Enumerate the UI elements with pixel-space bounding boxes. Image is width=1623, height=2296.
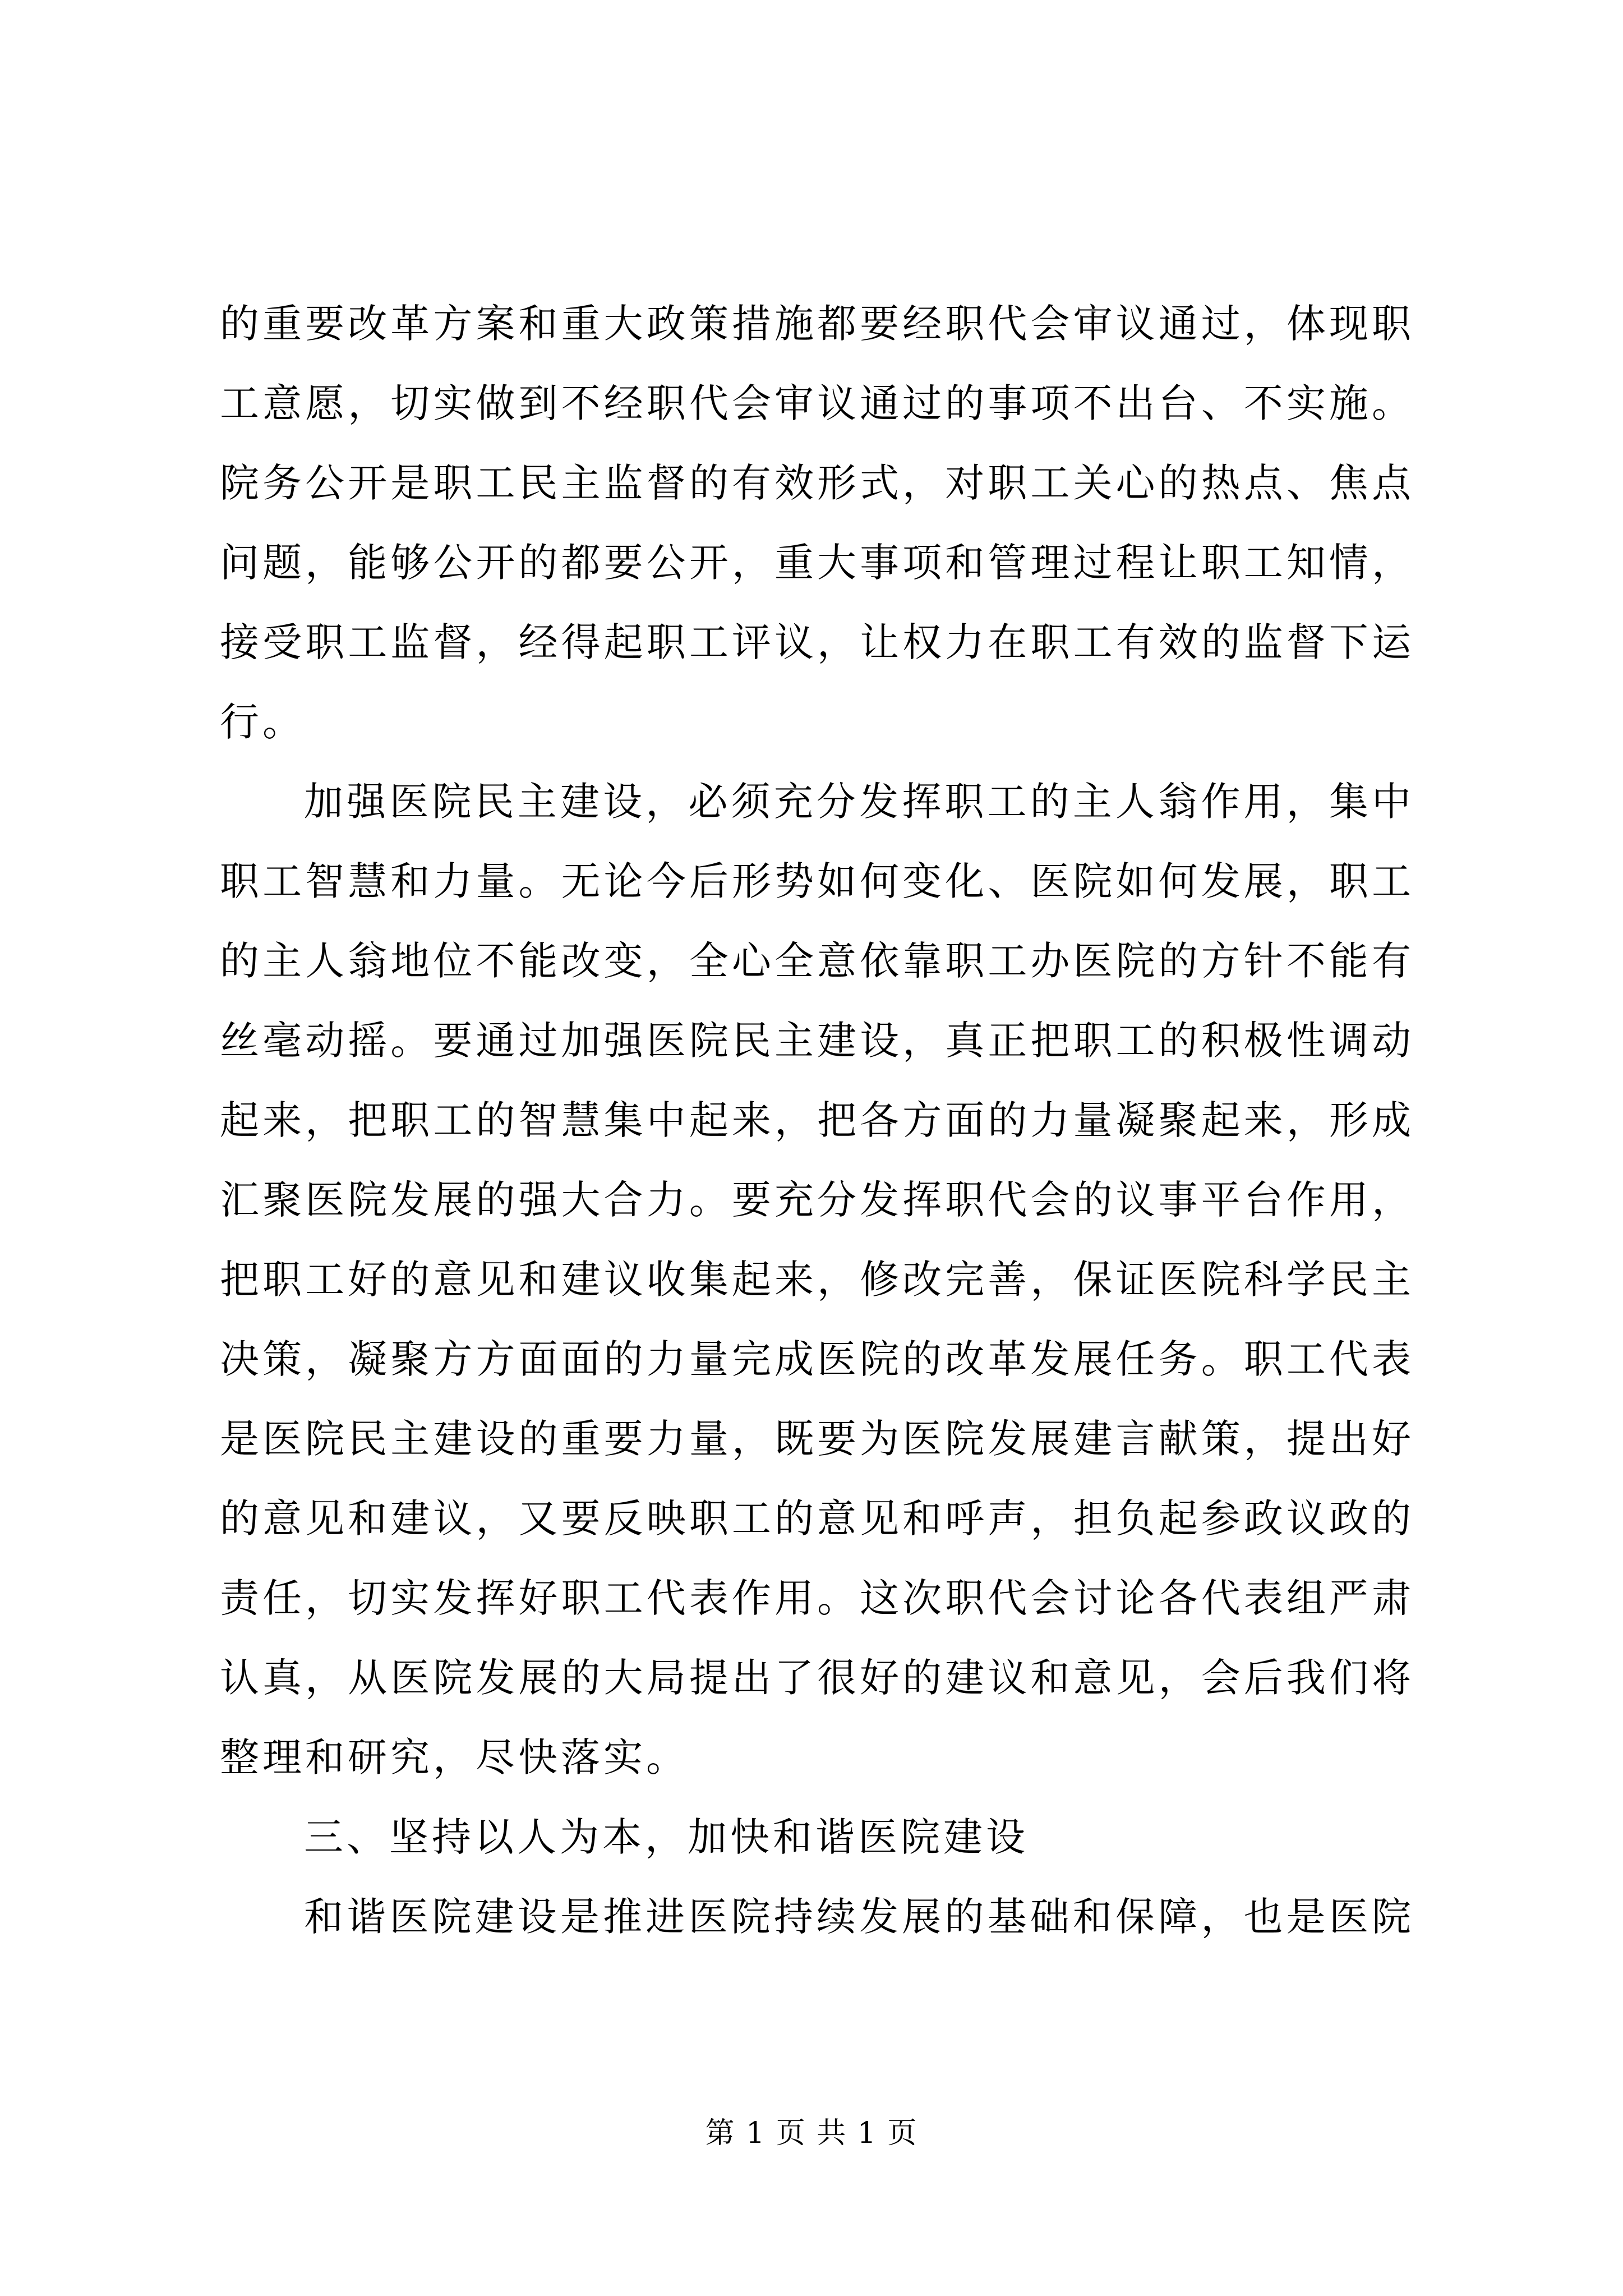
text-line-11: 起来，把职工的智慧集中起来，把各方面的力量凝聚起来，形成 [220, 1097, 1414, 1143]
text-line-13: 把职工好的意见和建议收集起来，修改完善，保证医院科学民主 [220, 1257, 1414, 1303]
text-line-18: 认真，从医院发展的大局提出了很好的建议和意见，会后我们将 [220, 1655, 1414, 1701]
text-line-15: 是医院民主建设的重要力量，既要为医院发展建言献策，提出好 [220, 1416, 1414, 1462]
text-line-2: 工意愿，切实做到不经职代会审议通过的事项不出台、不实施。 [220, 380, 1414, 426]
text-line-1: 的重要改革方案和重大政策措施都要经职代会审议通过，体现职 [220, 301, 1414, 347]
text-line-12: 汇聚医院发展的强大合力。要充分发挥职代会的议事平台作用， [220, 1177, 1414, 1223]
page-number-footer: 第 1 页 共 1 页 [705, 2116, 918, 2150]
text-line-16: 的意见和建议，又要反映职工的意见和呼声，担负起参政议政的 [220, 1496, 1414, 1542]
text-line-9: 的主人翁地位不能改变，全心全意依靠职工办医院的方针不能有 [220, 938, 1414, 984]
body-text [220, 284, 1414, 1957]
text-line-17: 责任，切实发挥好职工代表作用。这次职代会讨论各代表组严肃 [220, 1575, 1414, 1621]
text-line-21: 和谐医院建设是推进医院持续发展的基础和保障，也是医院 [304, 1894, 1414, 1940]
section-heading: 三、坚持以人为本，加快和谐医院建设 [304, 1814, 1029, 1860]
text-line-6: 行。 [220, 699, 305, 745]
text-line-3: 院务公开是职工民主监督的有效形式，对职工关心的热点、焦点 [220, 460, 1414, 506]
text-line-4: 问题，能够公开的都要公开，重大事项和管理过程让职工知情， [220, 540, 1414, 586]
text-line-19: 整理和研究，尽快落实。 [220, 1734, 689, 1780]
text-line-10: 丝毫动摇。要通过加强医院民主建设，真正把职工的积极性调动 [220, 1018, 1414, 1064]
text-line-5: 接受职工监督，经得起职工评议，让权力在职工有效的监督下运 [220, 619, 1414, 665]
text-line-8: 职工智慧和力量。无论今后形势如何变化、医院如何发展，职工 [220, 858, 1414, 904]
text-line-7: 加强医院民主建设，必须充分发挥职工的主人翁作用，集中 [304, 779, 1414, 825]
text-line-14: 决策，凝聚方方面面的力量完成医院的改革发展任务。职工代表 [220, 1336, 1414, 1382]
